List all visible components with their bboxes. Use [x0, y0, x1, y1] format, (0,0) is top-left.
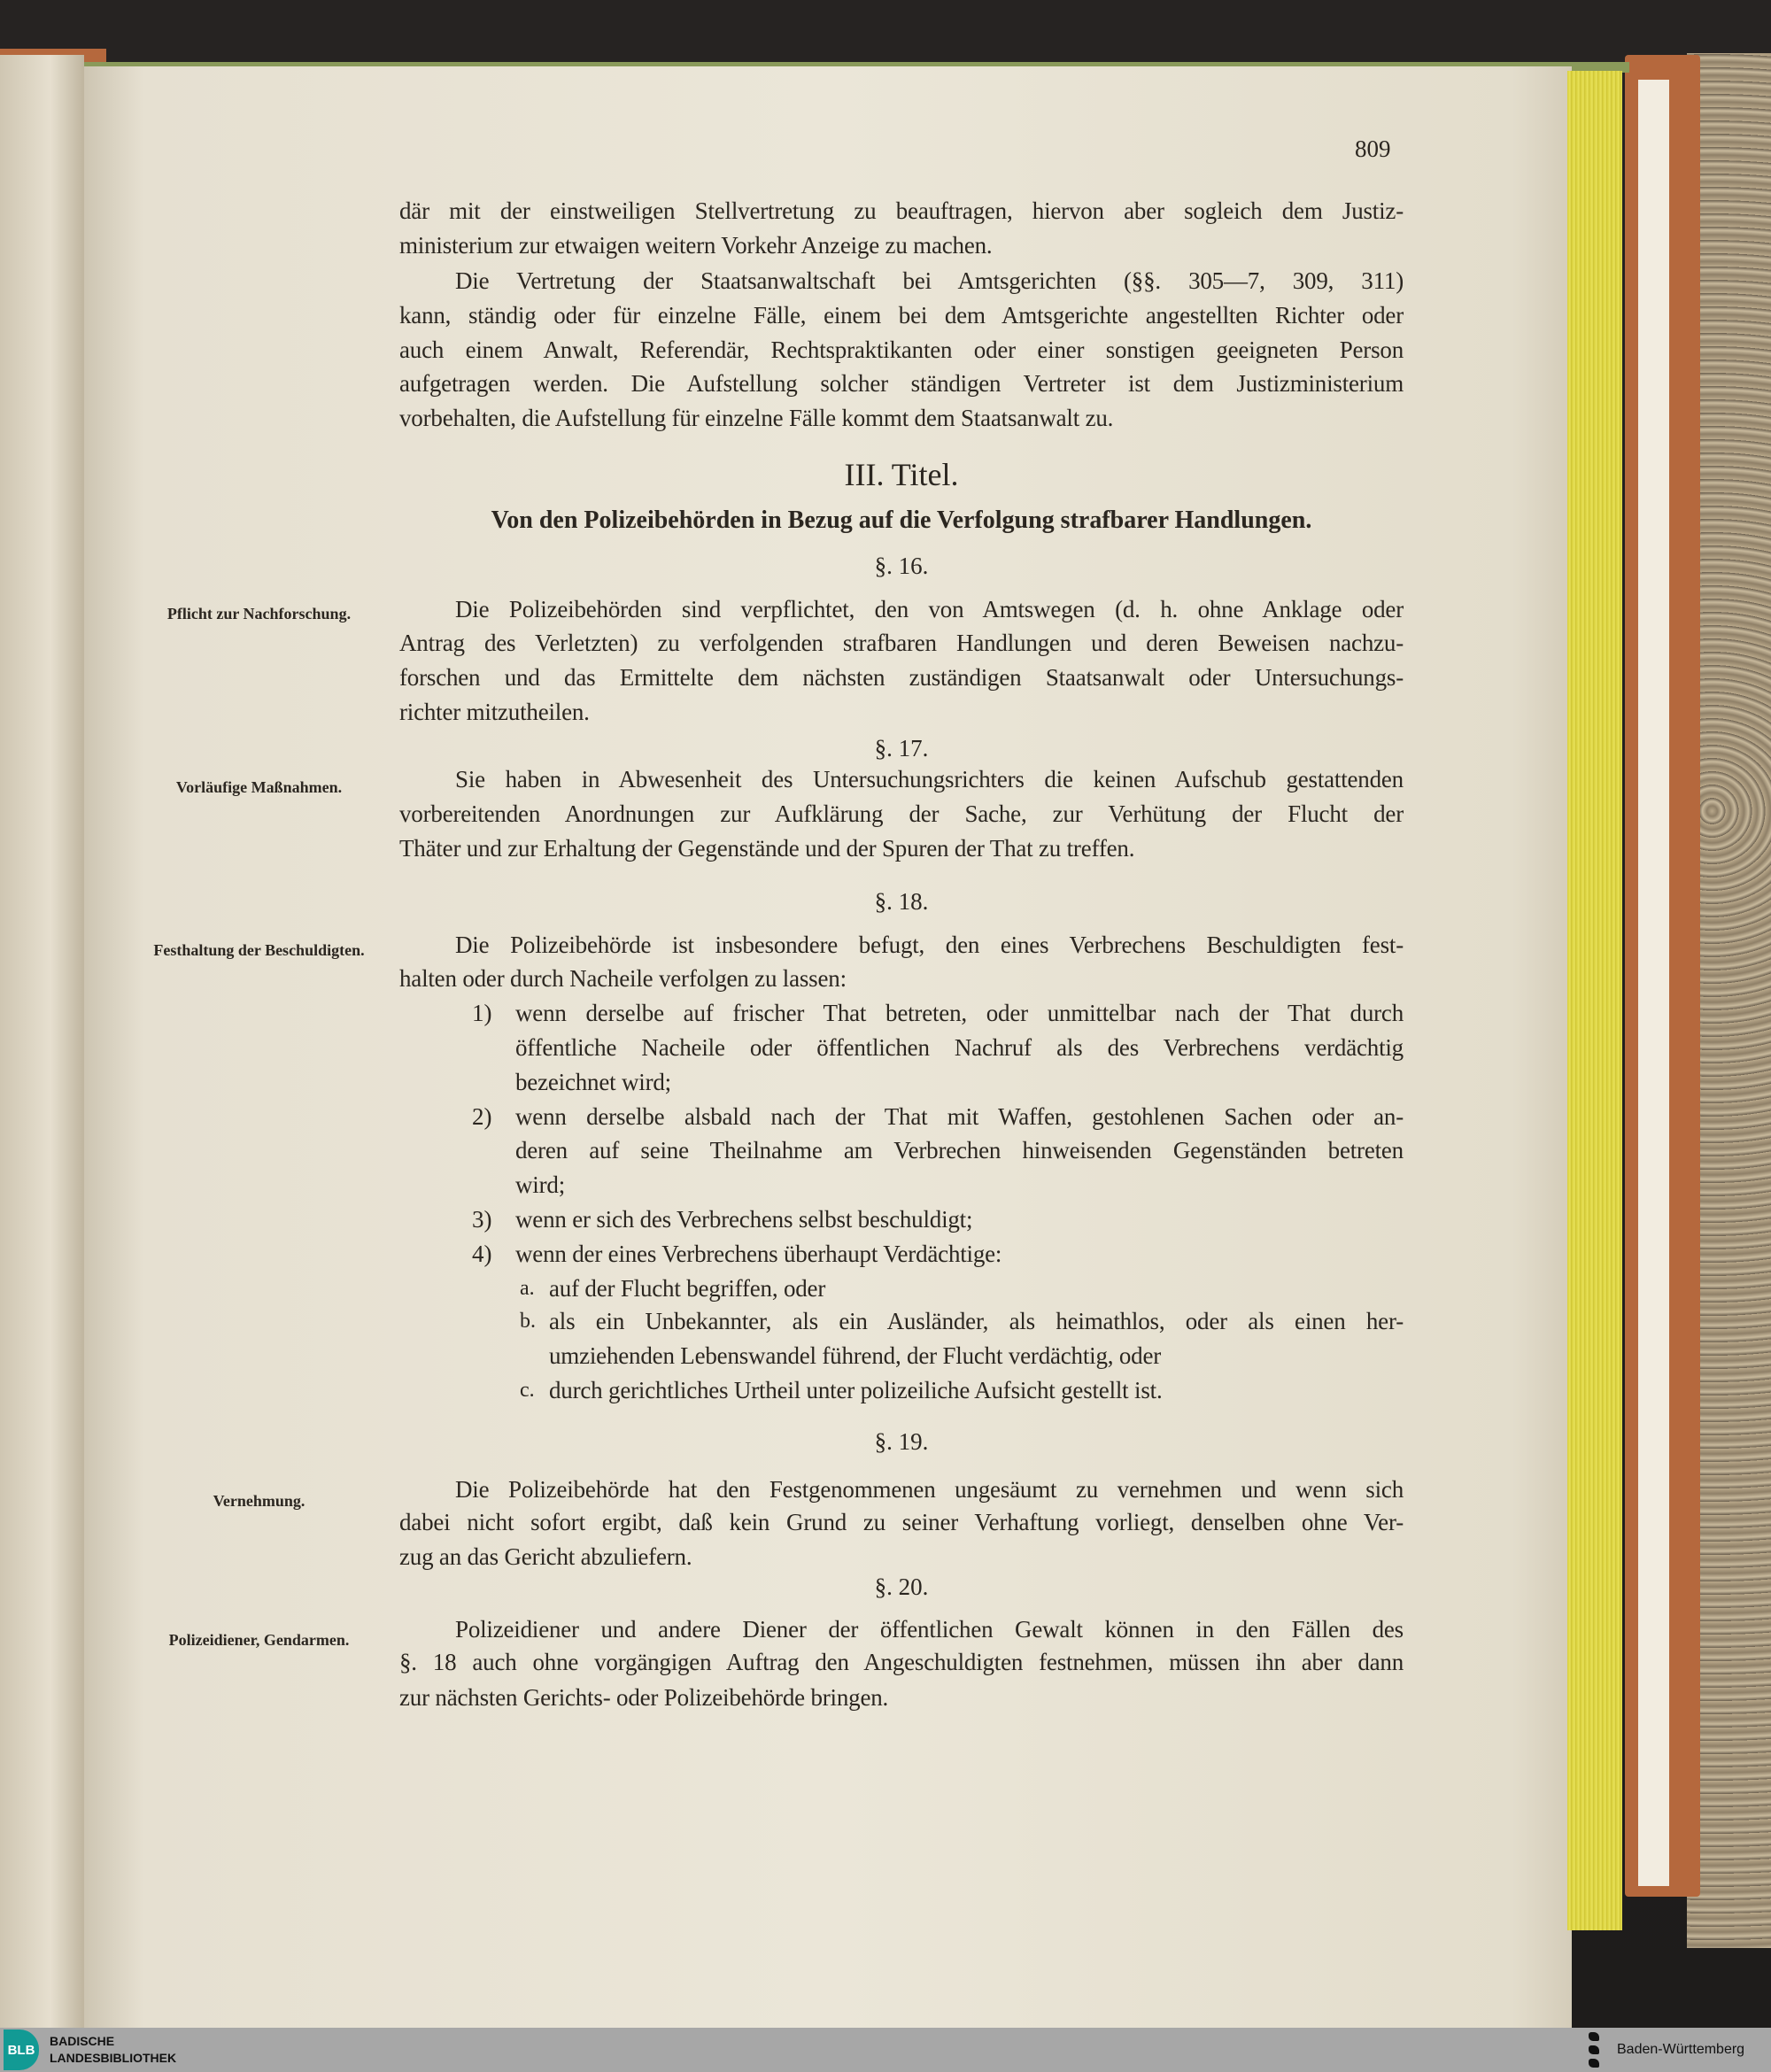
margin-note: Vernehmung.: [213, 1492, 305, 1510]
subitem-letter: a.: [520, 1277, 535, 1300]
text-line: wenn er sich des Verbrechens selbst beschuldigt;: [515, 1206, 973, 1233]
text-line: Thäter und zur Erhaltung der Gegenstände und der Spuren der That zu treffen.: [399, 835, 1135, 862]
section-heading: §. 18.: [874, 888, 929, 915]
text-line: richter mitzutheilen.: [399, 699, 590, 725]
library-name-line2: LANDESBIBLIOTHEK: [50, 2051, 177, 2065]
blb-logo-text: BLB: [7, 2042, 35, 2058]
text-line: halten oder durch Nacheile verfolgen zu lassen:: [399, 965, 847, 992]
item-number: 2): [472, 1103, 492, 1130]
lion-shape: [1589, 2059, 1599, 2068]
left-page: [0, 55, 84, 2029]
text-line: där mit der einstweiligen Stellvertretung zu beauftragen, hiervon aber sogleich dem Justiz-: [399, 197, 1404, 224]
text-line: Die Polizeibehörde hat den Festgenommenen ungesäumt zu vernehmen und wenn sich: [455, 1476, 1404, 1503]
text-line: öffentliche Nacheile oder öffentlichen Nachruf als des Verbrechens verdächtig: [515, 1034, 1404, 1061]
chapter-subtitle: Von den Polizeibehörden in Bezug auf die Verfolgung strafbarer Handlungen.: [491, 506, 1312, 534]
text-line: wenn der eines Verbrechens überhaupt Verdächtige:: [515, 1241, 1002, 1267]
margin-note: Polizeidiener, Gendarmen.: [168, 1631, 350, 1649]
margin-note: Festhaltung der Beschuldigten.: [153, 941, 365, 959]
text-line: ministerium zur etwaigen weitern Vorkehr Anzeige zu machen.: [399, 232, 993, 259]
text-line: vorbehalten, die Aufstellung für einzelne Fälle kommt dem Staatsanwalt zu.: [399, 405, 1114, 431]
baden-wuerttemberg-lions-icon: [1587, 2030, 1601, 2069]
item-number: 1): [472, 1000, 492, 1026]
section-heading: §. 19.: [874, 1428, 929, 1455]
endpaper: [1638, 80, 1669, 1886]
text-line: bezeichnet wird;: [515, 1069, 671, 1095]
item-number: 3): [472, 1206, 492, 1233]
page-edges: [1567, 71, 1622, 1930]
viewer-footer: [0, 2028, 1771, 2072]
text-line: dabei nicht sofort ergibt, daß kein Grund zu seiner Verhaftung vorliegt, denselben ohne Ver-: [399, 1509, 1404, 1535]
blb-logo[interactable]: [4, 2029, 39, 2070]
text-line: zug an das Gericht abzuliefern.: [399, 1543, 692, 1570]
library-name-line1: BADISCHE: [50, 2034, 115, 2048]
text-line: §. 18 auch ohne vorgängigen Auftrag den Angeschuldigten festnehmen, müssen ihn aber dann: [399, 1649, 1404, 1675]
baden-wuerttemberg-logo[interactable]: Baden-Württemberg: [1617, 2042, 1745, 2057]
section-heading: §. 20.: [874, 1573, 929, 1600]
subitem-letter: c.: [520, 1379, 535, 1402]
text-line: Die Polizeibehörden sind verpflichtet, den von Amtswegen (d. h. ohne Anklage oder: [455, 596, 1404, 622]
chapter-title: III. Titel.: [844, 457, 959, 492]
text-line: wird;: [515, 1171, 565, 1198]
section-heading: §. 17.: [874, 735, 929, 762]
text-line: Die Vertretung der Staatsanwaltschaft bei Amtsgerichten (§§. 305—7, 309, 311): [455, 267, 1404, 294]
text-line: auch einem Anwalt, Referendär, Rechtspraktikanten oder einer sonstigen geeigneten Person: [399, 336, 1404, 363]
subitem-letter: b.: [520, 1310, 536, 1333]
item-number: 4): [472, 1241, 492, 1267]
text-line: kann, ständig oder für einzelne Fälle, einem bei dem Amtsgerichte angestellten Richter oder: [399, 302, 1404, 329]
margin-note: Vorläufige Maßnahmen.: [175, 778, 343, 796]
text-line: auf der Flucht begriffen, oder: [549, 1275, 826, 1302]
text-line: als ein Unbekannter, als ein Ausländer, als heimathlos, oder als einen her-: [549, 1308, 1404, 1334]
page-number: 809: [1355, 135, 1391, 162]
text-line: forschen und das Ermittelte dem nächsten zuständigen Staatsanwalt oder Untersuchungs-: [399, 664, 1404, 691]
section-heading: §. 16.: [874, 553, 929, 579]
text-line: Die Polizeibehörde ist insbesondere befugt, den eines Verbrechens Beschuldigten fest-: [455, 932, 1404, 958]
lion-shape: [1589, 2032, 1599, 2041]
text-line: wenn derselbe alsbald nach der That mit Waffen, gestohlenen Sachen oder an-: [515, 1103, 1404, 1130]
text-line: Polizeidiener und andere Diener der öffentlichen Gewalt können in den Fällen des: [455, 1616, 1404, 1643]
text-line: zur nächsten Gerichts- oder Polizeibehörde bringen.: [399, 1684, 889, 1711]
text-line: wenn derselbe auf frischer That betreten, oder unmittelbar nach der That durch: [515, 1000, 1404, 1026]
lion-shape: [1589, 2045, 1599, 2054]
text-line: vorbereitenden Anordnungen zur Aufklärung der Sache, zur Verhütung der Flucht der: [399, 800, 1404, 827]
text-line: Sie haben in Abwesenheit des Untersuchungsrichters die keinen Aufschub gestattenden: [455, 766, 1404, 792]
library-name[interactable]: [50, 2033, 176, 2067]
margin-note: Pflicht zur Nachforschung.: [166, 605, 352, 622]
text-line: durch gerichtliches Urtheil unter polizeiliche Aufsicht gestellt ist.: [549, 1377, 1163, 1403]
text-line: deren auf seine Theilnahme am Verbrechen hinweisenden Gegenständen betreten: [515, 1137, 1404, 1164]
text-line: aufgetragen werden. Die Aufstellung solcher ständigen Vertreter ist dem Justizministerium: [399, 370, 1404, 397]
text-line: Antrag des Verletzten) zu verfolgenden strafbaren Handlungen und deren Beweisen nachzu-: [399, 630, 1404, 656]
text-line: umziehenden Lebenswandel führend, der Flucht verdächtig, oder: [549, 1342, 1162, 1369]
